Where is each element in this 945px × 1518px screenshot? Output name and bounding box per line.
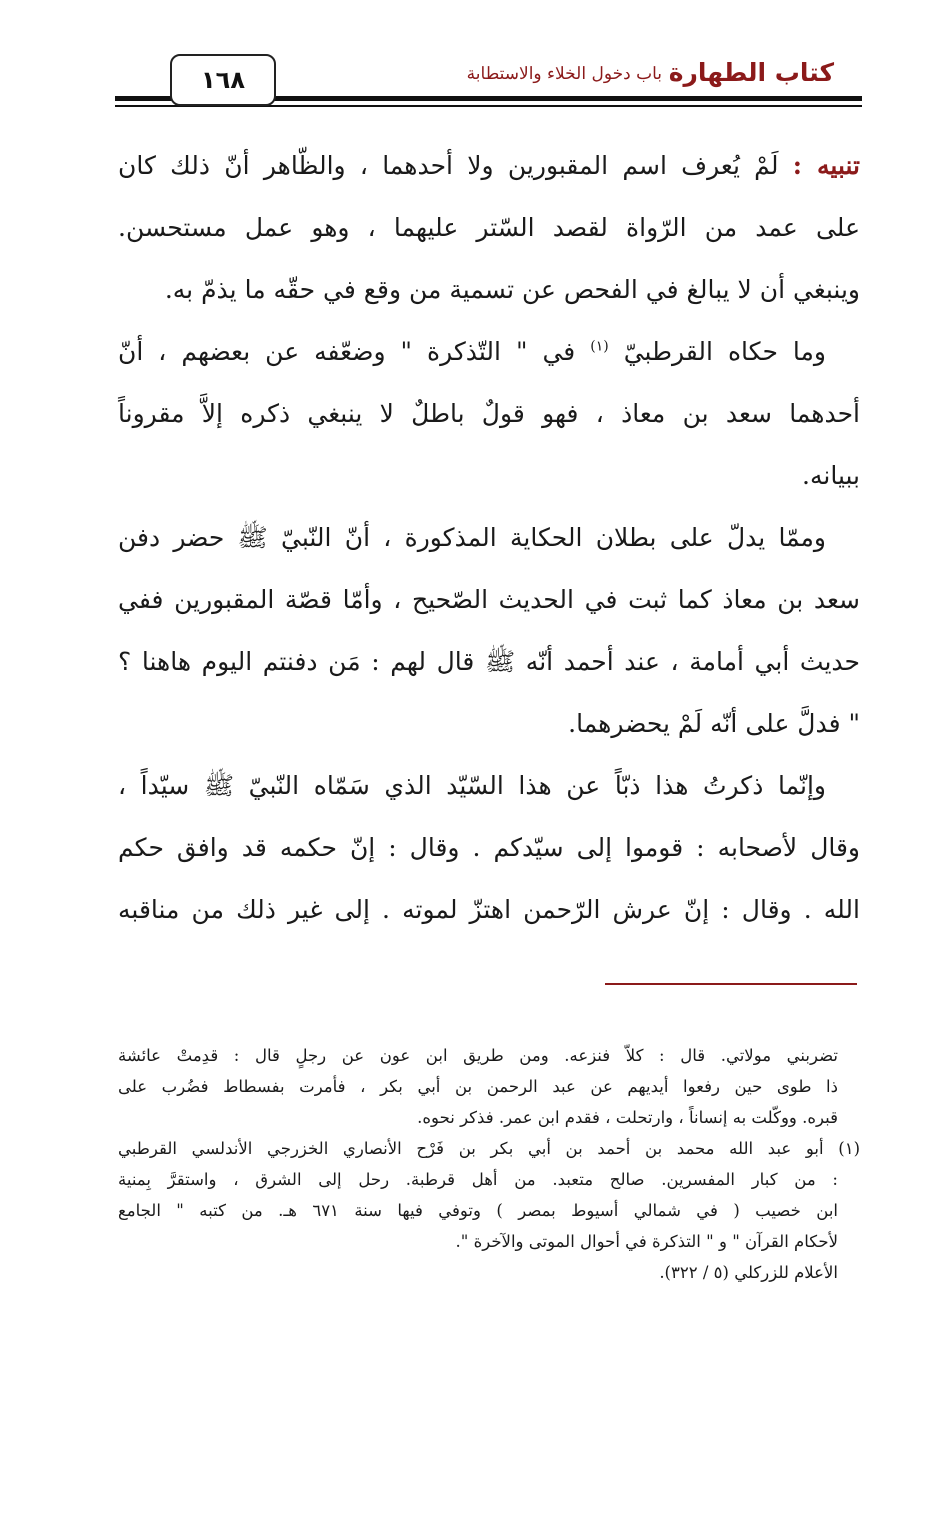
footnote-line: ابن خصيب ( في شمالي أسيوط بمصر ) وتوفي فيها سنة ٦٧١ هـ. من كتبه " الجامع (118, 1201, 838, 1220)
book-title: كتاب الطهارة (668, 58, 834, 87)
text-line: سعد بن معاذ كما ثبت في الحديث الصّحيح ، وأمّا قصّة المقبورين ففي (118, 585, 860, 614)
text-line: على عمد من الرّواة لقصد السّتر عليهما ، وهو عمل مستحسن. (118, 213, 860, 242)
chapter-title: باب دخول الخلاء والاستطابة (466, 64, 662, 84)
text-line: وإنّما ذكرتُ هذا ذبّاً عن هذا السّيّد الذي سَمّاه النّبيّ ﷺ سيّداً ، (118, 771, 826, 800)
footnote-line: قبره. ووكّلت به إنساناً ، وارتحلت ، فقدم ابن عمر. فذكر نحوه. (417, 1108, 838, 1127)
page-header (115, 52, 862, 112)
text-line: وينبغي أن لا يبالغ في الفحص عن تسمية من وقع في حقّه ما يذمّ به. (164, 275, 860, 304)
footnote-line: لأحكام القرآن " و " التذكرة في أحوال الموتى والآخرة ". (455, 1232, 838, 1251)
footnote-line: : من كبار المفسرين. صالح متعبد. من أهل قرطبة. رحل إلى الشرق ، واستقرَّ بِمنية (118, 1170, 838, 1189)
footnote-line: تضربني مولاتي. قال : كلاّ فنزعه. ومن طريق ابن عون عن رجلٍ قال : قدِمتْ عائشة (118, 1046, 838, 1065)
page-number: ١٦٨ (201, 66, 245, 94)
text-line: الله . وقال : إنّ عرش الرّحمن اهتزّ لموته . إلى غير ذلك من مناقبه (118, 895, 860, 924)
footnotes (118, 1040, 860, 1288)
text-line: " فدلَّ على أنّه لَمْ يحضرهما. (568, 709, 860, 738)
footnote-line: ذا طوى حين رفعوا أيديهم عن عبد الرحمن بن أبي بكر ، فأمرت بفسطاط فضُرب على (118, 1077, 838, 1096)
text-line (118, 321, 860, 383)
text-span: وما حكاه القرطبيّ (623, 337, 826, 366)
text-line: وقال لأصحابه : قوموا إلى سيّدكم . وقال : إنّ حكمه قد وافق حكم (118, 833, 860, 862)
text-span: لَمْ يُعرف اسم المقبورين ولا أحدهما ، والظّاهر أنّ ذلك كان (118, 151, 793, 180)
note-label: تنبيه : (792, 151, 860, 180)
page-number-box (170, 54, 276, 106)
footnote-line: (١) أبو عبد الله محمد بن أحمد بن أبي بكر بن فَرْح الأنصاري الخزرجي الأندلسي القرطبي (118, 1139, 860, 1158)
footnote-reference[interactable]: (١) (590, 338, 609, 355)
footnote-line: الأعلام للزركلي (٥ / ٣٢٢). (659, 1263, 838, 1282)
text-line: أحدهما سعد بن معاذ ، فهو قولٌ باطلٌ لا ينبغي ذكره إلاَّ مقروناً (118, 399, 860, 428)
main-text (118, 135, 860, 941)
footnote-separator (605, 983, 857, 985)
text-line: ببيانه. (802, 461, 860, 490)
text-line: وممّا يدلّ على بطلان الحكاية المذكورة ، أنّ النّبيّ ﷺ حضر دفن (118, 523, 826, 552)
text-line: حديث أبي أمامة ، عند أحمد أنّه ﷺ قال لهم : مَن دفنتم اليوم هاهنا ؟ (118, 647, 860, 676)
text-span: في " التّذكرة " وضعّفه عن بعضهم ، أنّ (118, 337, 591, 366)
text-line (118, 135, 860, 197)
